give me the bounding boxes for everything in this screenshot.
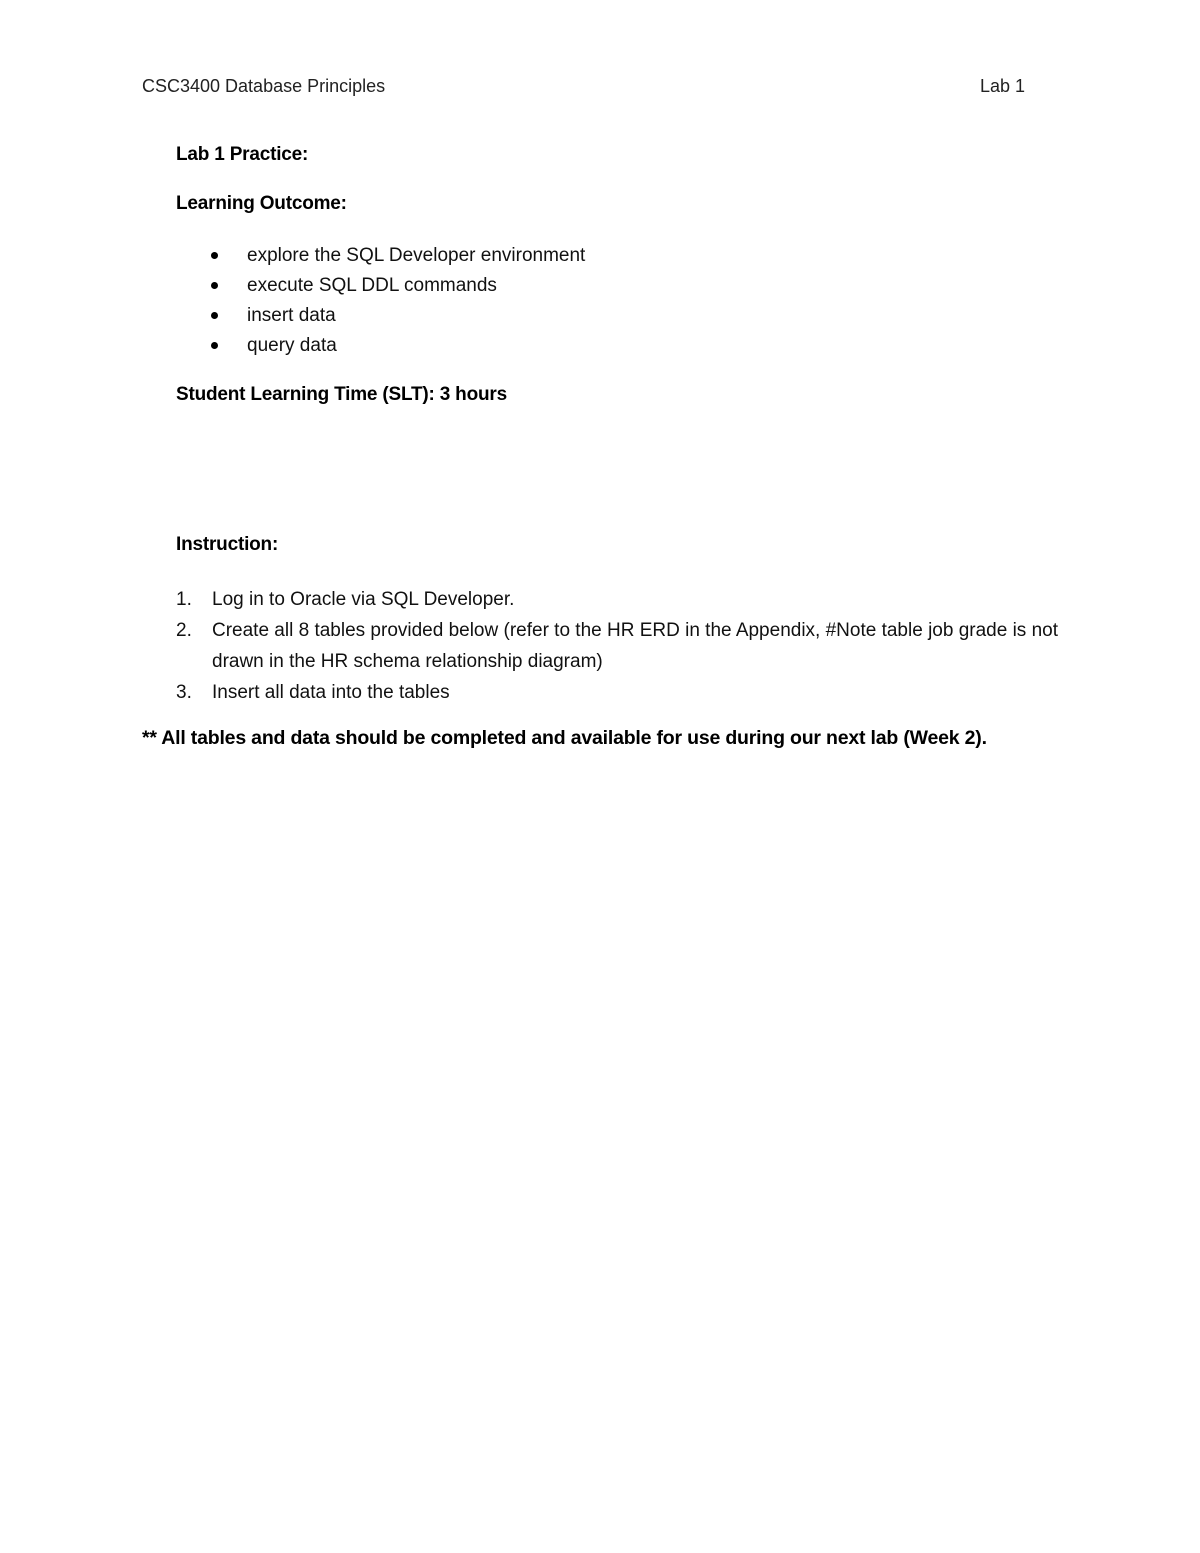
student-learning-time: Student Learning Time (SLT): 3 hours: [176, 384, 507, 405]
list-item: [176, 677, 1076, 708]
bullet-icon: [211, 252, 218, 259]
header-course-title: CSC3400 Database Principles: [142, 76, 386, 96]
list-item-text: insert data: [247, 305, 336, 326]
list-item: [176, 273, 585, 303]
bullet-icon: [211, 312, 218, 319]
list-number: 2.: [176, 620, 192, 641]
list-number: 1.: [176, 589, 192, 610]
list-item-text: Insert all data into the tables: [212, 682, 450, 703]
instruction-heading: Instruction:: [176, 534, 279, 555]
list-item-text: Log in to Oracle via SQL Developer.: [212, 589, 515, 610]
bullet-icon: [211, 342, 218, 349]
instruction-list: [176, 584, 1076, 708]
list-item: [176, 243, 585, 273]
list-item: [176, 333, 585, 363]
learning-outcome-list: [176, 243, 585, 363]
list-item-text: explore the SQL Developer environment: [247, 245, 586, 266]
list-item: [176, 303, 585, 333]
list-number: 3.: [176, 682, 192, 703]
header-lab-label: Lab 1: [980, 76, 1026, 96]
list-item-text: execute SQL DDL commands: [247, 275, 497, 296]
list-item: [176, 584, 1076, 615]
list-item-text: query data: [247, 335, 337, 356]
practice-heading: Lab 1 Practice:: [176, 144, 309, 165]
completion-note: ** All tables and data should be completed and available for use during our next lab (Week 2).: [142, 727, 987, 749]
learning-outcome-heading: Learning Outcome:: [176, 193, 347, 214]
list-item: [176, 615, 1076, 677]
bullet-icon: [211, 282, 218, 289]
list-item-text: Create all 8 tables provided below (refer to the HR ERD in the Appendix, #Note table job grade is not drawn in the HR schema relationship diagram): [212, 620, 1058, 672]
